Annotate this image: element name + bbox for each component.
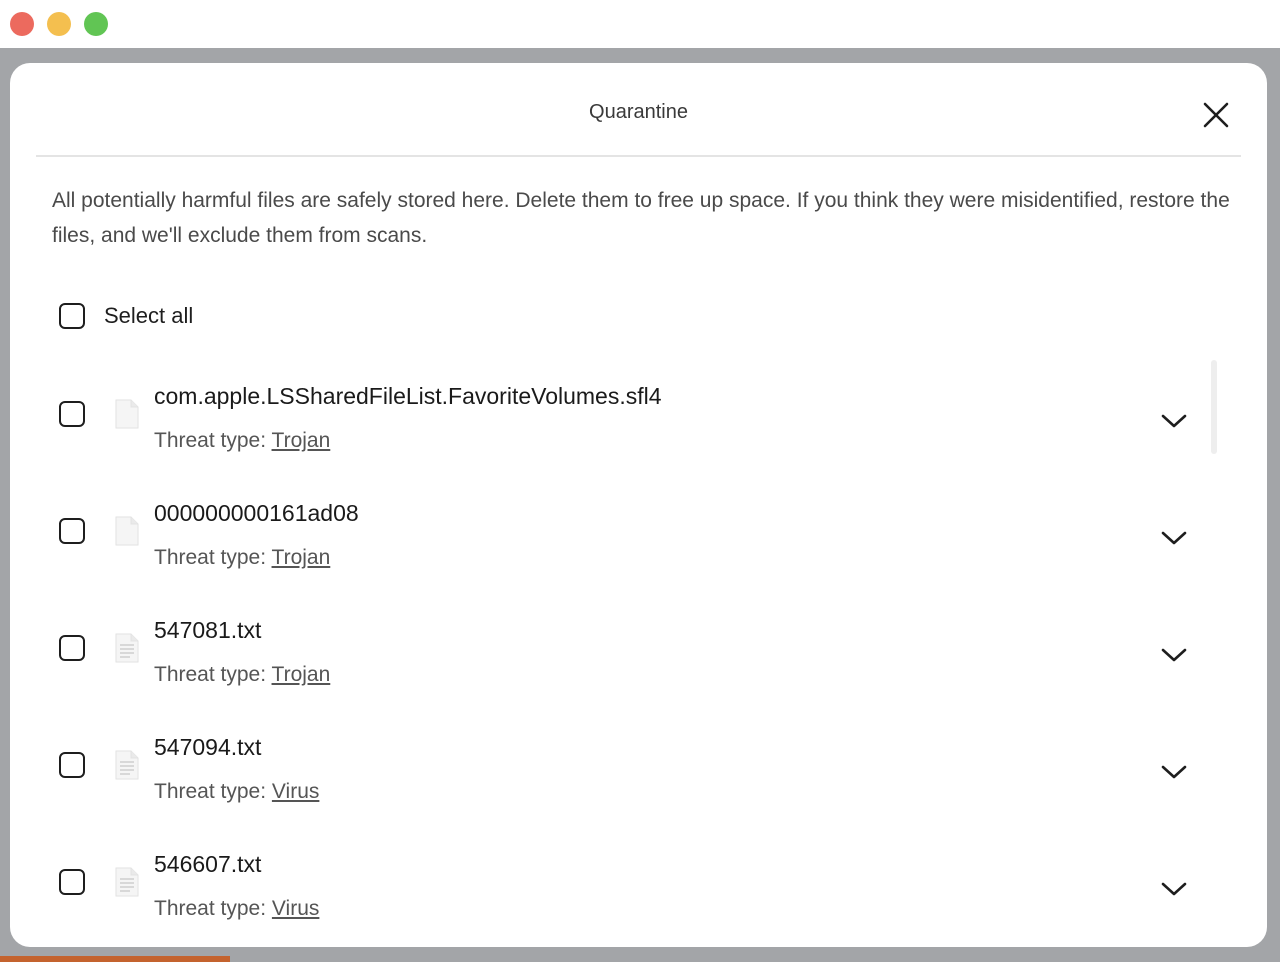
item-threat-type <box>154 780 319 804</box>
threat-type-label: Threat type: <box>154 429 267 452</box>
item-file-name: 547081.txt <box>154 617 262 643</box>
item-checkbox[interactable] <box>59 518 85 544</box>
blank-file-icon <box>114 516 140 546</box>
quarantine-item <box>10 714 1210 831</box>
item-threat-type <box>154 546 330 570</box>
item-threat-type <box>154 897 319 921</box>
dialog-title: Quarantine <box>589 101 688 123</box>
item-file-name: 546607.txt <box>154 851 262 877</box>
header-divider <box>36 155 1241 157</box>
chevron-down-icon <box>1160 528 1188 548</box>
threat-type-link[interactable]: Virus <box>271 897 320 920</box>
chevron-down-icon <box>1160 762 1188 782</box>
quarantine-item <box>10 597 1210 714</box>
text-file-icon <box>114 867 140 897</box>
threat-type-label: Threat type: <box>154 780 267 803</box>
quarantine-dialog <box>10 63 1267 947</box>
item-expand-button[interactable] <box>1160 879 1188 899</box>
item-threat-type <box>154 663 330 687</box>
item-expand-button[interactable] <box>1160 528 1188 548</box>
threat-type-link[interactable]: Virus <box>271 780 320 803</box>
item-checkbox[interactable] <box>59 401 85 427</box>
threat-type-label: Threat type: <box>154 546 267 569</box>
text-file-icon <box>114 633 140 663</box>
select-all-label[interactable]: Select all <box>104 303 194 328</box>
dialog-close-button[interactable] <box>1200 99 1232 131</box>
threat-type-link[interactable]: Trojan <box>271 546 331 569</box>
quarantine-list <box>10 363 1267 920</box>
item-threat-type <box>154 429 330 453</box>
quarantine-item <box>10 831 1210 948</box>
text-file-icon <box>114 750 140 780</box>
item-expand-button[interactable] <box>1160 411 1188 431</box>
select-all-control[interactable] <box>59 300 193 332</box>
item-checkbox[interactable] <box>59 635 85 661</box>
select-all-checkbox[interactable] <box>59 303 85 329</box>
window-close-button[interactable] <box>10 12 34 36</box>
blank-file-icon <box>114 399 140 429</box>
item-file-name: 547094.txt <box>154 734 262 760</box>
window-zoom-button[interactable] <box>84 12 108 36</box>
backdrop-strip <box>0 956 230 962</box>
item-checkbox[interactable] <box>59 869 85 895</box>
item-expand-button[interactable] <box>1160 762 1188 782</box>
item-file-name: com.apple.LSSharedFileList.FavoriteVolumes.sfl4 <box>154 383 662 409</box>
threat-type-label: Threat type: <box>154 663 267 686</box>
chevron-down-icon <box>1160 411 1188 431</box>
chevron-down-icon <box>1160 879 1188 899</box>
quarantine-item <box>10 480 1210 597</box>
window-titlebar <box>0 0 1280 48</box>
close-icon <box>1200 99 1232 131</box>
threat-type-link[interactable]: Trojan <box>271 663 331 686</box>
list-scrollbar[interactable] <box>1211 360 1217 454</box>
item-expand-button[interactable] <box>1160 645 1188 665</box>
threat-type-link[interactable]: Trojan <box>271 429 331 452</box>
quarantine-item <box>10 363 1210 480</box>
quarantine-description: All potentially harmful files are safely stored here. Delete them to free up space. If you think they were misidentified, restore the files, and we'll exclude them from scans. <box>52 189 1230 247</box>
threat-type-label: Threat type: <box>154 897 267 920</box>
item-file-name: 000000000161ad08 <box>154 500 359 526</box>
window-minimize-button[interactable] <box>47 12 71 36</box>
chevron-down-icon <box>1160 645 1188 665</box>
item-checkbox[interactable] <box>59 752 85 778</box>
